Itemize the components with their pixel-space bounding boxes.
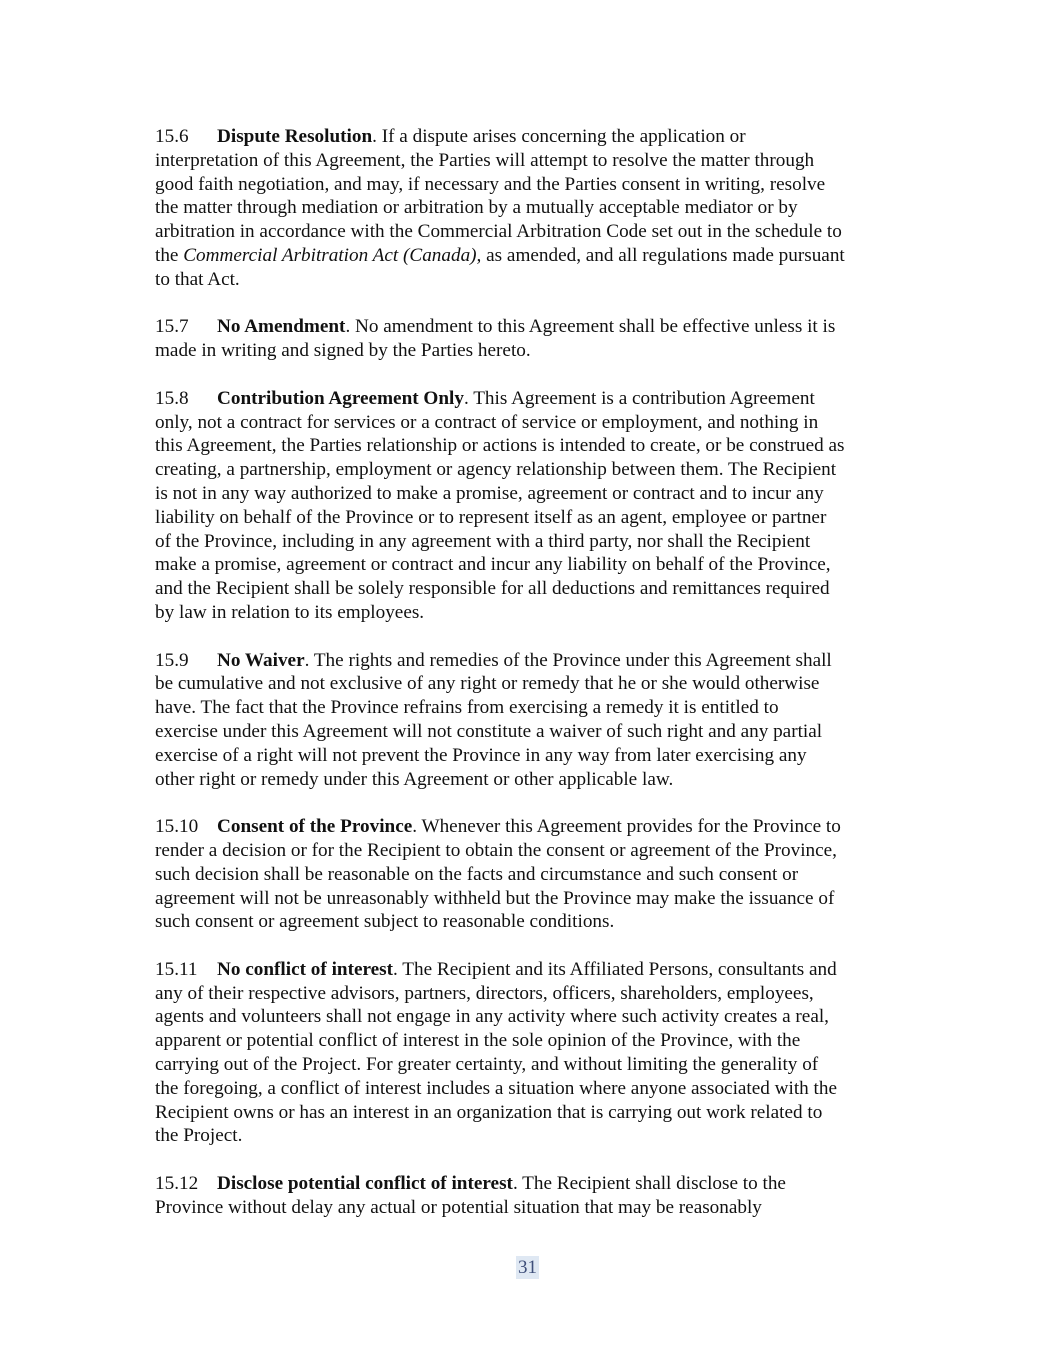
- section-number: 15.12: [155, 1173, 199, 1195]
- document-body: [155, 125, 915, 1243]
- section-heading: No Waiver: [217, 649, 305, 671]
- section-number: 15.6: [155, 126, 189, 147]
- text-line: [155, 601, 915, 625]
- section-15-11: [155, 958, 915, 1148]
- text-line: [155, 482, 915, 506]
- body-text: other right or remedy under this Agreement or other applicable law.: [155, 768, 674, 790]
- text-line: [155, 315, 915, 339]
- section-number: 15.8: [155, 387, 189, 409]
- section-15-6: [155, 125, 915, 292]
- text-line: [155, 958, 915, 982]
- text-line: [155, 196, 915, 220]
- body-text: and the Recipient shall be solely responsible for all deductions and remittances required: [155, 578, 830, 600]
- text-line: [155, 339, 915, 363]
- section-number: 15.7: [155, 316, 189, 338]
- text-line: [155, 1196, 915, 1220]
- section-number: 15.11: [155, 958, 198, 980]
- body-text: creating, a partnership, employment or agency relationship between them. The Recipient: [155, 459, 837, 481]
- body-text: only, not a contract for services or a contract of service or employment, and nothing in: [155, 411, 819, 433]
- section-15-10: [155, 815, 915, 934]
- body-text: be cumulative and not exclusive of any right or remedy that he or she would otherwise: [155, 673, 820, 695]
- body-text: this Agreement, the Parties relationship or actions is intended to create, or be construed as: [155, 435, 845, 457]
- body-text: as amended, and all regulations made pursuant: [481, 244, 845, 266]
- body-text: Province without delay any actual or potential situation that may be reasonably: [155, 1196, 762, 1218]
- text-line: [155, 744, 915, 768]
- body-text: is not in any way authorized to make a promise, agreement or contract and to incur any: [155, 482, 824, 504]
- text-line: [155, 530, 915, 554]
- text-line: [155, 887, 915, 911]
- body-text: interpretation of this Agreement, the Parties will attempt to resolve the matter through: [155, 149, 815, 171]
- body-text: agreement will not be unreasonably withheld but the Province may make the issuance of: [155, 887, 835, 909]
- text-line: [155, 220, 915, 244]
- text-line: [155, 268, 915, 292]
- text-line: [155, 411, 915, 435]
- body-text: carrying out of the Project. For greater certainty, and without limiting the generality of: [155, 1054, 819, 1076]
- section-heading: Dispute Resolution: [217, 126, 373, 147]
- body-text: render a decision or for the Recipient to obtain the consent or agreement of the Province,: [155, 839, 837, 861]
- body-text: liability on behalf of the Province or to represent itself as an agent, employee or partner: [155, 506, 827, 528]
- body-text: apparent or potential conflict of interest in the sole opinion of the Province, with the: [155, 1030, 801, 1052]
- page-number: 31: [518, 1257, 537, 1278]
- body-text: good faith negotiation, and may, if necessary and the Parties consent in writing, resolve: [155, 173, 826, 195]
- body-text: . The Recipient shall disclose to the: [512, 1173, 786, 1195]
- section-15-9: [155, 649, 915, 792]
- text-line: [155, 1077, 915, 1101]
- body-text: . The Recipient and its Affiliated Persons, consultants and: [393, 958, 837, 980]
- body-text: the: [155, 244, 184, 266]
- text-line: [155, 458, 915, 482]
- body-text: the matter through mediation or arbitration by a mutually acceptable mediator or by: [155, 197, 798, 219]
- body-text: the Project.: [155, 1125, 243, 1147]
- body-text: make a promise, agreement or contract and incur any liability on behalf of the Province,: [155, 554, 831, 576]
- body-text: such decision shall be reasonable on the facts and circumstance and such consent or: [155, 863, 799, 885]
- section-15-8: [155, 387, 915, 625]
- body-text: exercise of a right will not prevent the Province in any way from later exercising any: [155, 744, 807, 766]
- section-heading: No Amendment: [217, 316, 346, 338]
- text-line: [155, 387, 915, 411]
- text-line: [155, 1101, 915, 1125]
- text-line: [155, 125, 915, 149]
- body-text: to that Act.: [155, 268, 240, 290]
- section-heading: No conflict of interest: [217, 958, 394, 980]
- text-line: [155, 696, 915, 720]
- body-text: exercise under this Agreement will not constitute a waiver of such right and any partial: [155, 720, 823, 742]
- body-text: Recipient owns or has an interest in an organization that is carrying out work related to: [155, 1101, 823, 1123]
- italic-text: Commercial Arbitration Act (Canada),: [183, 244, 482, 266]
- text-line: [155, 1029, 915, 1053]
- text-line: [155, 1124, 915, 1148]
- section-heading: Consent of the Province: [217, 816, 413, 838]
- section-number: 15.9: [155, 649, 189, 671]
- body-text: agents and volunteers shall not engage in any activity where such activity creates a real,: [155, 1006, 829, 1028]
- body-text: . The rights and remedies of the Province under this Agreement shall: [304, 649, 832, 671]
- text-line: [155, 577, 915, 601]
- text-line: [155, 815, 915, 839]
- section-heading: Contribution Agreement Only: [217, 387, 464, 409]
- text-line: [155, 244, 915, 268]
- body-text: . This Agreement is a contribution Agreement: [463, 387, 815, 409]
- text-line: [155, 506, 915, 530]
- body-text: by law in relation to its employees.: [155, 601, 425, 623]
- text-line: [155, 173, 915, 197]
- body-text: such consent or agreement subject to reasonable conditions.: [155, 911, 615, 933]
- section-15-7: [155, 315, 915, 363]
- body-text: any of their respective advisors, partners, directors, officers, shareholders, employees,: [155, 982, 814, 1004]
- body-text: . No amendment to this Agreement shall be effective unless it is: [345, 316, 836, 338]
- section-15-12: [155, 1172, 915, 1220]
- text-line: [155, 672, 915, 696]
- text-line: [155, 1172, 915, 1196]
- text-line: [155, 839, 915, 863]
- text-line: [155, 863, 915, 887]
- text-line: [155, 553, 915, 577]
- body-text: the foregoing, a conflict of interest includes a situation where anyone associated with the: [155, 1077, 837, 1099]
- text-line: [155, 720, 915, 744]
- text-line: [155, 910, 915, 934]
- text-line: [155, 649, 915, 673]
- text-line: [155, 149, 915, 173]
- body-text: . If a dispute arises concerning the application or: [372, 126, 746, 147]
- section-heading: Disclose potential conflict of interest: [217, 1173, 513, 1195]
- text-line: [155, 1005, 915, 1029]
- body-text: . Whenever this Agreement provides for the Province to: [412, 816, 841, 838]
- section-number: 15.10: [155, 816, 199, 838]
- text-line: [155, 768, 915, 792]
- body-text: have. The fact that the Province refrains from exercising a remedy it is entitled to: [155, 697, 779, 719]
- text-line: [155, 982, 915, 1006]
- body-text: made in writing and signed by the Parties hereto.: [155, 340, 531, 362]
- body-text: of the Province, including in any agreement with a third party, nor shall the Recipient: [155, 530, 811, 552]
- text-line: [155, 434, 915, 458]
- body-text: arbitration in accordance with the Commercial Arbitration Code set out in the schedule to: [155, 221, 842, 243]
- text-line: [155, 1053, 915, 1077]
